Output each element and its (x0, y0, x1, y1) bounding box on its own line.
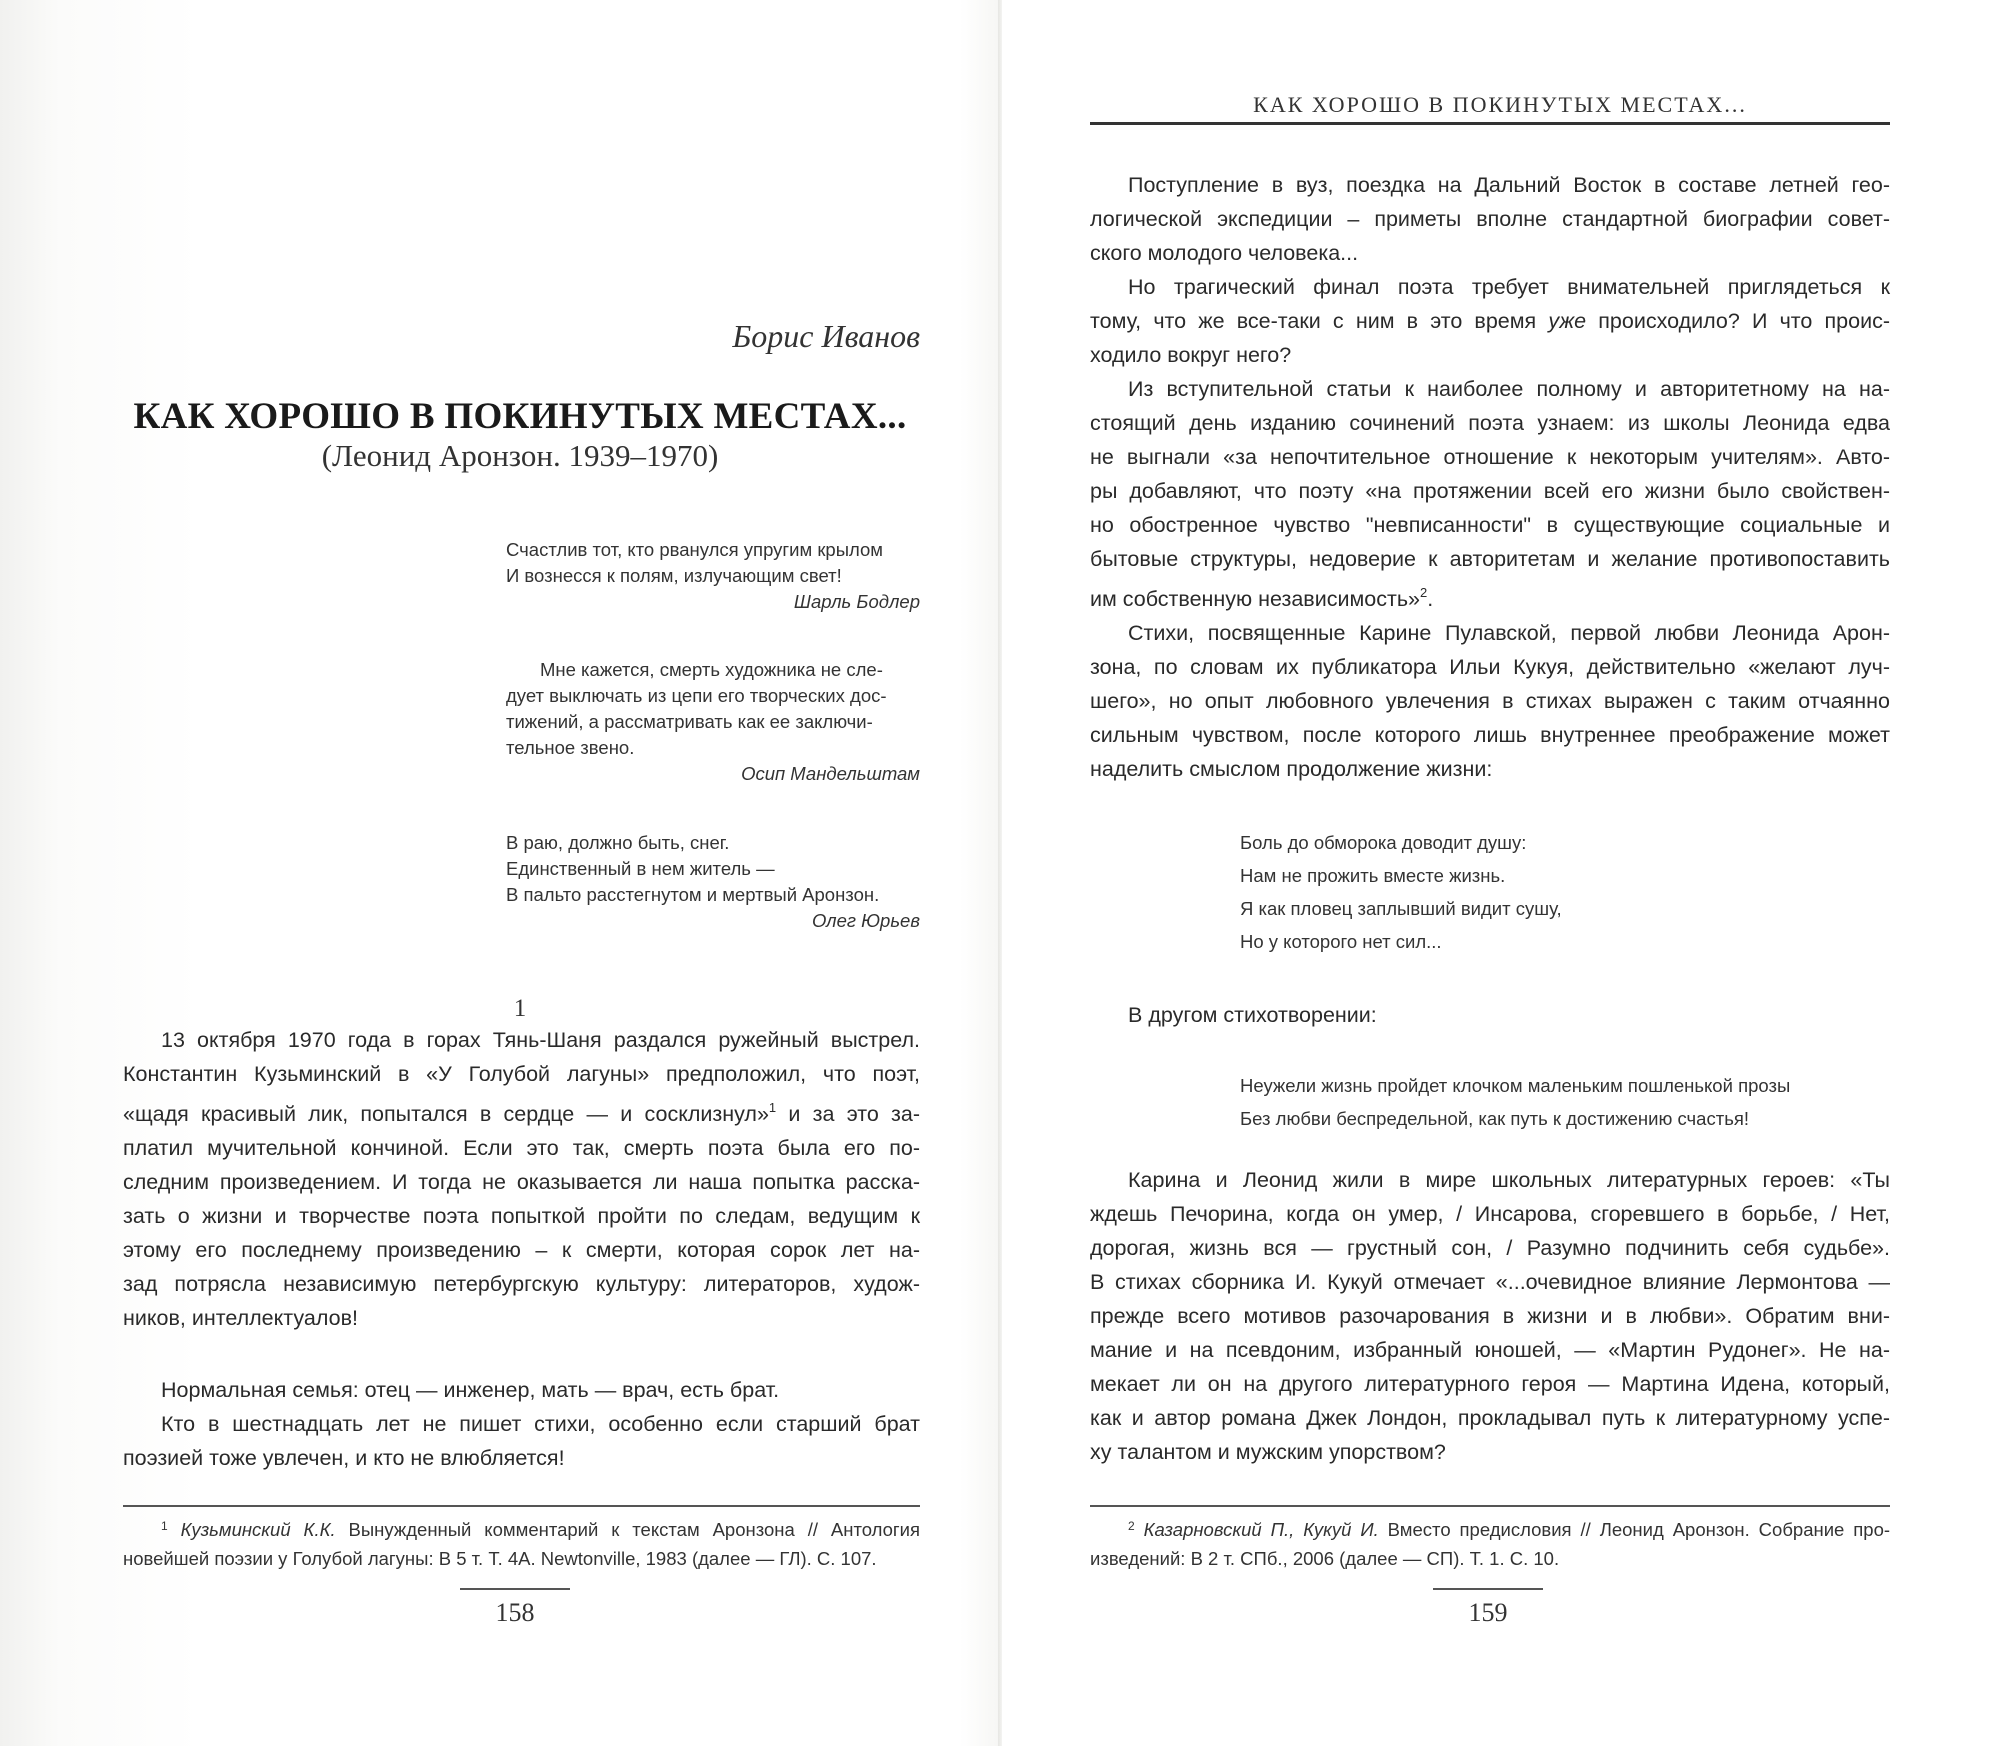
text-line: 13 октября 1970 года в горах Тянь-Шаня раздался ружейный выстрел. (161, 1028, 920, 1052)
text-line: зона, по словам их публикатора Ильи Кукуя, действительно «желают луч- (1090, 655, 1890, 679)
text-fragment: тому, что же все-таки с ним в это время (1090, 309, 1537, 333)
footnote-text: Вместо предисловия // Леонид Аронзон. Собрание про- (1378, 1519, 1891, 1540)
footnote-line (1090, 1512, 1890, 1544)
footnote-text: Вынужденный комментарий к текстам Аронзона // Антология (335, 1519, 921, 1540)
poem-line: Без любви беспредельной, как путь к достижению счастья! (1240, 1108, 1749, 1129)
epigraph-attribution: Олег Юрьев (811, 910, 920, 931)
text-line: прежде всего мотивов разочарования в жизни и в любви». Обратим вни- (1090, 1304, 1890, 1328)
footnote-author: Казарновский П., Кукуй И. (1143, 1519, 1379, 1540)
epigraph-attribution: Шарль Бодлер (793, 591, 920, 612)
text-line: Стихи, посвященные Карине Пулавской, первой любви Леонида Арон- (1128, 621, 1890, 645)
text-line: Карина и Леонид жили в мире школьных литературных героев: «Ты (1128, 1168, 1890, 1192)
article-author: Борис Иванов (732, 318, 920, 354)
footnote-line: новейшей поэзии у Голубой лагуны: В 5 т. Т. 4А. Newtonville, 1983 (далее — ГЛ). С. 107. (123, 1548, 877, 1569)
epigraph-line: В пальто расстегнутом и мертвый Аронзон. (506, 884, 880, 905)
poem-quote-1 (1240, 826, 1562, 958)
text-line: дорогая, жизнь вся — грустный сон, / Разумно подчинить себя судьбе». (1090, 1236, 1890, 1260)
text-line: ского молодого человека... (1090, 241, 1359, 265)
footnote-reference[interactable]: 2 (1419, 585, 1428, 600)
text-line: шего», но опыт любовного увлечения в стихах выражен с таким отчаянно (1090, 689, 1890, 713)
text-line: следним произведением. И тогда не оказывается ли наша попытка расска- (123, 1170, 920, 1194)
text-line: Нормальная семья: отец — инженер, мать — врач, есть брат. (161, 1378, 780, 1402)
epigraph-line: В раю, должно быть, снег. (506, 832, 730, 853)
text-line: ников, интеллектуалов! (123, 1306, 358, 1330)
section-number: 1 (513, 995, 527, 1022)
text-line: наделить смыслом продолжение жизни: (1090, 757, 1493, 781)
epigraph-line: Счастлив тот, кто рванулся упругим крылом (506, 539, 884, 560)
epigraph-line: дует выключать из цепи его творческих дос- (506, 685, 887, 706)
footnote-reference[interactable]: 1 (768, 1100, 777, 1115)
text-line: зад потрясла независимую петербургскую культуру: литераторов, худож- (123, 1272, 920, 1296)
text-fragment: и за это за- (776, 1102, 920, 1126)
running-head: КАК ХОРОШО В ПОКИНУТЫХ МЕСТАХ... (1253, 92, 1747, 117)
epigraph-line: Мне кажется, смерть художника не сле- (540, 659, 883, 680)
text-line: как и автор романа Джек Лондон, прокладывал путь к литературному успе- (1090, 1406, 1890, 1430)
text-fragment: «щадя красивый лик, попытался в сердце — и сосклизнул» (123, 1102, 769, 1126)
text-line: Из вступительной статьи к наиболее полному и авторитетному на на- (1128, 377, 1890, 401)
footnote-author: Кузьминский К.К. (180, 1519, 336, 1540)
text-line: мекает ли он на другого литературного героя — Мартина Идена, который, (1090, 1372, 1890, 1396)
poem-line: Неужели жизнь пройдет клочком маленьким пошленькой прозы (1240, 1075, 1791, 1096)
text-line: Но трагический финал поэта требует внимательней приглядеться к (1128, 275, 1890, 299)
article-subtitle: (Леонид Аронзон. 1939–1970) (321, 438, 719, 473)
epigraph-line: И вознесся к полям, излучающим свет! (506, 565, 842, 586)
poem-line: Но у которого нет сил... (1240, 931, 1442, 952)
poem-line: Я как пловец заплывший видит сушу, (1240, 898, 1562, 919)
text-fragment: . (1427, 587, 1434, 611)
text-line: ры добавляют, что поэту «на протяжении всей его жизни было свойствен- (1090, 479, 1890, 503)
footnote-divider (1090, 1505, 1890, 1507)
poem-quote-2 (1240, 1069, 1790, 1135)
text-emphasis: уже (1548, 309, 1587, 333)
text-line: Кто в шестнадцать лет не пишет стихи, особенно если старший брат (161, 1412, 920, 1436)
text-fragment: происходило? И что проис- (1586, 309, 1890, 333)
text-line: мание и на псевдоним, избранный юношей, — «Мартин Рудонег». Не на- (1090, 1338, 1890, 1362)
page-number-left: 158 (495, 1598, 535, 1627)
footnote-number: 1 (161, 1519, 168, 1533)
text-line: Константин Кузьминский в «У Голубой лагуны» предположил, что поэт, (123, 1062, 920, 1086)
text-fragment: им собственную независимость» (1090, 587, 1420, 611)
text-line (1090, 576, 1890, 616)
text-line: бытовые структуры, недоверие к авторитетам и желание противопоставить (1090, 547, 1890, 571)
footnote-number: 2 (1128, 1519, 1135, 1533)
epigraph-line: Единственный в нем житель — (506, 858, 775, 879)
epigraph-line: тижений, а рассматривать как ее заключи- (506, 711, 873, 732)
poem-line: Нам не прожить вместе жизнь. (1240, 865, 1506, 886)
text-line: Поступление в вуз, поездка на Дальний Восток в составе летней гео- (1128, 173, 1890, 197)
paragraph-studies (1090, 168, 1890, 786)
page-number-rule (1433, 1588, 1543, 1590)
page-number-right: 159 (1468, 1598, 1508, 1627)
epigraph-attribution: Осип Мандельштам (741, 763, 920, 784)
text-line: зать о жизни и творчестве поэта попыткой пройти по следам, ведущим к (123, 1204, 920, 1228)
text-line: но обостренное чувство "невписанности" в существующие социальные и (1090, 513, 1890, 537)
text-line: стоящий день изданию сочинений поэта узнаем: из школы Леонида едва (1090, 411, 1890, 435)
running-head-rule (1090, 122, 1890, 125)
poem-line: Боль до обморока доводит душу: (1240, 832, 1527, 853)
text-line: ходило вокруг него? (1090, 343, 1292, 367)
text-line: ху талантом и мужским упорством? (1090, 1440, 1446, 1464)
footnote-line: изведений: В 2 т. СПб., 2006 (далее — СП). Т. 1. С. 10. (1090, 1548, 1560, 1569)
text-line: В стихах сборника И. Кукуй отмечает «...очевидное влияние Лермонтова — (1090, 1270, 1890, 1294)
text-line: поэзией тоже увлечен, и кто не влюбляется! (123, 1446, 565, 1470)
text-line: не выгнали «за непочтительное отношение к некоторым учителям». Авто- (1090, 445, 1890, 469)
epigraph-line: тельное звено. (506, 737, 635, 758)
text-line: платил мучительной кончиной. Если это так, смерть поэта была его по- (123, 1136, 920, 1160)
text-line (1090, 304, 1890, 338)
text-line: логической экспедиции – приметы вполне стандартной биографии совет- (1090, 207, 1890, 231)
article-title: КАК ХОРОШО В ПОКИНУТЫХ МЕСТАХ... (133, 396, 907, 437)
footnote-2 (1090, 1512, 1890, 1573)
text-line: В другом стихотворении: (1128, 1003, 1377, 1027)
text-line: этому его последнему произведению – к смерти, которая сорок лет на- (123, 1238, 920, 1262)
paragraph-heroes (1090, 1163, 1890, 1469)
paragraph-transition (1090, 998, 1890, 1032)
text-line: сильным чувством, после которого лишь внутреннее преображение может (1090, 723, 1890, 747)
text-line: ждешь Печорина, когда он умер, / Инсарова, сгоревшего в борьбе, / Нет, (1090, 1202, 1890, 1226)
